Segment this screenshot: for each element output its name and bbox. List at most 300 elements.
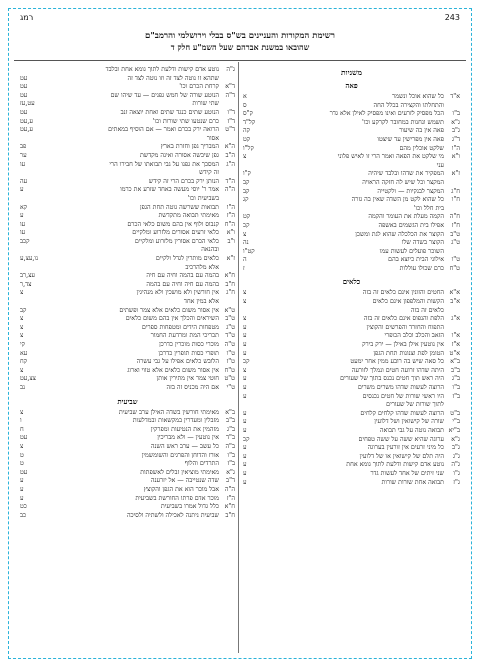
entry-ref <box>219 100 235 109</box>
entry-text: הלובש כלאים אפילו על גבי עשרה <box>136 358 219 366</box>
entry-page: קב <box>243 178 250 186</box>
entry-page: קכ <box>243 358 250 366</box>
index-entry <box>243 375 460 384</box>
entry-ref: ג"א <box>226 468 235 476</box>
entry-text: החטים והזונין אינם כלאים זה בזה <box>362 289 444 297</box>
index-entry <box>243 265 460 274</box>
entry-text: הקוצר בשדה שלו <box>401 239 444 247</box>
entry-ref: ד"ה <box>225 91 235 99</box>
index-entry <box>243 324 460 333</box>
index-entry <box>20 135 235 144</box>
entry-page: קכ <box>243 435 250 443</box>
entry-ref: ו"א <box>226 229 235 237</box>
entry-page: ע <box>20 485 24 493</box>
entry-text: אם היה מכניס זה בזה <box>166 383 219 391</box>
entry-ref: ב"ג <box>451 375 460 383</box>
entry-page: עו <box>20 160 26 168</box>
entry-text: שדה שנטייבה — אל יזרענה <box>150 477 219 485</box>
entry-ref: א"ו <box>451 332 460 340</box>
entry-ref: ח"ג <box>451 187 460 195</box>
index-entry <box>243 479 460 488</box>
index-entry <box>20 324 235 333</box>
entry-ref: ד"א <box>225 83 235 91</box>
entry-text: תבואה אחת שורות שורות <box>381 478 444 486</box>
entry-ref: ב"א <box>225 408 235 416</box>
entry-ref: ה"ח <box>224 220 235 228</box>
entry-page: ע <box>243 409 247 417</box>
entry-page: עט <box>20 434 28 442</box>
entry-page: עא <box>20 349 28 357</box>
entry-ref: ב"ג <box>226 425 235 433</box>
index-entry <box>20 255 235 264</box>
entry-text: הקמה מעלת את העומר והקמה <box>368 213 444 221</box>
entry-page: ע <box>243 323 247 331</box>
entry-ref: ד"ט <box>225 126 235 134</box>
entry-ref: א"ב <box>450 298 460 306</box>
entry-page: ע <box>20 477 24 485</box>
header-rule <box>14 60 466 61</box>
index-entry <box>20 75 235 84</box>
entry-ref: ח"ג <box>226 289 235 297</box>
index-entry <box>20 307 235 316</box>
entry-page <box>243 307 271 316</box>
entry-ref: ב"יא <box>448 426 460 434</box>
entry-ref: א"ג <box>451 315 460 323</box>
entry-page: ז <box>243 264 245 272</box>
entry-page: קל"ו <box>243 144 254 152</box>
entry-page: קכ <box>243 221 250 229</box>
entry-ref: ז"א <box>451 170 460 178</box>
entry-ref <box>444 324 460 333</box>
entry-text: תכריכי המת ומרדעת החמור <box>150 332 219 340</box>
index-entry <box>20 350 235 359</box>
index-entry <box>20 264 235 273</box>
entry-page: צ <box>20 442 24 450</box>
index-entry <box>20 178 235 187</box>
entry-page: ה <box>243 256 247 264</box>
left-column <box>20 66 235 655</box>
index-entry <box>243 358 460 367</box>
entry-ref <box>444 102 460 111</box>
entry-ref: ג"א <box>451 118 460 126</box>
entry-page: קכב <box>20 237 30 245</box>
entry-page: קא <box>20 203 28 211</box>
entry-ref: ט"ו <box>451 256 460 264</box>
entry-ref: ט"ד <box>225 332 235 340</box>
index-entry <box>20 358 235 367</box>
entry-page: צצ,עט <box>20 375 36 383</box>
entry-ref: ה"ה <box>224 186 235 194</box>
right-column <box>243 66 460 655</box>
entry-text: בית חלל וכו' <box>413 204 444 212</box>
entry-text: תבואה נוטה על גבי תבואה <box>379 426 444 434</box>
entry-ref: א"ד <box>450 93 460 100</box>
entry-text: המקצר לבנקיות — ולקטייה <box>377 187 444 195</box>
entry-page: ע <box>243 452 247 460</box>
entry-text: מאימתי חורשין בשדה האילן ערב שביעית <box>118 408 219 416</box>
entry-page: צ <box>243 298 247 306</box>
entry-ref: א"ט <box>449 349 460 357</box>
entry-ref: ג"ה <box>226 66 235 73</box>
entry-page: צ <box>243 289 247 297</box>
right-column-sections <box>243 81 460 487</box>
entry-text: אורז והדוחן והפרגים והשומשמין <box>141 451 219 459</box>
index-entry <box>20 341 235 350</box>
entry-text: המסכך את גפנו על גבי תבואתו של חבירו הרי <box>109 160 219 168</box>
entry-text: לתוך שורות של שעורים <box>386 401 444 409</box>
entry-ref <box>219 135 235 144</box>
entry-ref: ה"ו <box>451 144 460 152</box>
entry-page: ע <box>243 426 247 434</box>
title-line-1: רשימת המקורות והעניינים בש"ס בבלי וירושלמי והרמב"ם <box>145 31 335 41</box>
entry-page: צ <box>243 153 247 161</box>
index-entry <box>243 289 460 298</box>
entry-page: צ <box>20 315 24 323</box>
entry-ref: ג"ה <box>451 461 460 469</box>
entry-page: א <box>243 93 247 100</box>
index-entry <box>20 443 235 452</box>
entry-ref: ו"ב <box>227 237 235 245</box>
index-entry <box>243 470 460 479</box>
entry-text: מאימתי מוציאין זבלים לאשפתות <box>140 468 219 476</box>
index-entry <box>243 196 460 205</box>
entry-text: כרם שנטעו שתי שורות וכו' <box>152 117 219 125</box>
entry-page: עו <box>20 229 26 237</box>
index-entry <box>20 512 235 521</box>
entry-page: ע <box>243 392 247 400</box>
entry-text: אין אסור משום כלאים אלא צמר ופשתים <box>119 306 219 314</box>
index-entry <box>243 384 460 393</box>
entry-page: קי <box>20 341 26 348</box>
entry-page: קל"ד <box>243 118 256 126</box>
entry-ref: ט"ז <box>226 358 235 366</box>
index-entry <box>20 204 235 213</box>
entry-ref: א"ז <box>451 341 460 349</box>
entry-text: המפקיר את שדהו ובלבד שיהיה <box>368 170 444 178</box>
entry-text: אילוני הבית כיוצא בהם <box>388 256 444 264</box>
index-entry <box>20 289 235 298</box>
entry-page: כב <box>20 511 27 519</box>
index-entry <box>243 350 460 359</box>
entry-page: ע <box>243 332 247 340</box>
index-entry <box>243 170 460 179</box>
entry-text: כלאי הכרם אסורין מלזרוע ומלקיים <box>134 237 219 245</box>
entry-page: עו <box>20 220 26 228</box>
entry-text: גפן שיבשה אסורה ואינה מקדשת <box>139 151 219 159</box>
entry-page: ע <box>243 375 247 383</box>
entry-ref: ה"ב <box>225 151 235 159</box>
entry-page: עט <box>20 108 28 116</box>
entry-text: מוכר אדם פרתו החורשת בשביעית <box>135 494 219 502</box>
entry-text: ערוגה שהיא ששה על ששה טפחים <box>358 435 444 443</box>
entry-ref: ה"ז <box>226 212 235 220</box>
entry-text: מזבלין ומעדרין במקשאות ובמדלעות <box>132 417 219 425</box>
index-entry <box>20 332 235 341</box>
entry-page <box>20 135 48 144</box>
index-entry <box>20 126 235 135</box>
index-entry <box>20 367 235 376</box>
entry-text: הלפת והנפוס אינם כלאים זה בזה <box>363 315 444 323</box>
index-entry <box>20 66 235 75</box>
entry-ref: ג"ב <box>451 127 460 135</box>
entry-page: קח <box>20 358 28 366</box>
index-entry <box>243 102 460 111</box>
entry-ref: ג"ז <box>453 478 460 486</box>
index-entry <box>20 503 235 512</box>
entry-text: שתי שורות <box>192 100 219 108</box>
entry-ref <box>219 169 235 178</box>
entry-text: אפילו בית הגשמים באשפה <box>378 221 444 229</box>
index-entry <box>243 401 460 410</box>
index-entry <box>243 153 460 162</box>
index-entry <box>20 477 235 486</box>
entry-text: שתהא זו נוטה לצד זה וזו נוטה לצד זה <box>127 74 219 82</box>
entry-text: שלקט אוכלין מהם <box>399 144 444 152</box>
entry-text: ובהנאה <box>201 246 219 254</box>
entry-text: הזאב והכלב וכלב הכופרי <box>384 332 444 340</box>
entry-ref: ב"א <box>450 358 460 366</box>
entry-page: ע <box>243 384 247 391</box>
left-section-title: שביעית <box>117 396 138 406</box>
index-entry <box>20 109 235 118</box>
entry-text: אסור <box>206 134 219 142</box>
index-entry <box>243 256 460 265</box>
entry-text: אלא במין אחד <box>183 298 219 306</box>
index-entry <box>243 307 460 316</box>
entry-page: עה <box>20 177 28 185</box>
page-title <box>120 31 360 53</box>
entry-page <box>20 264 48 273</box>
entry-page <box>20 66 48 75</box>
entry-ref <box>219 298 235 307</box>
entry-page: עצ,רב <box>20 272 35 280</box>
entry-page: קט <box>243 213 251 221</box>
entry-text: אין חורשין ולא מושכין ולא מנהיגין <box>136 289 219 297</box>
entry-ref: ז"א <box>226 255 235 263</box>
entry-text: אין נוטעין אילן באילן — ירק בירק <box>362 341 444 349</box>
index-entry <box>20 100 235 109</box>
index-entry <box>243 127 460 136</box>
entry-text: אבל מוכר הוא את הגפן והקוצץ <box>143 485 219 493</box>
index-entry <box>20 212 235 221</box>
index-entry <box>243 222 460 231</box>
entry-text: תבואות ששרשה גוטה תחת הגפן <box>140 203 219 211</box>
index-entry <box>20 469 235 478</box>
index-entry <box>20 452 235 461</box>
entry-page: קב <box>20 306 27 314</box>
entry-page: צ <box>243 315 247 323</box>
entry-page: ע <box>20 186 24 194</box>
index-entry <box>20 315 235 324</box>
entry-text: היה תלם של קישואין או של דלועין <box>359 452 444 460</box>
entry-page: צ <box>20 289 24 297</box>
entry-page: צ <box>243 366 247 374</box>
index-entry <box>243 444 460 453</box>
index-entry <box>243 145 460 154</box>
index-entry <box>20 417 235 426</box>
entry-text: כל שהוא לקט מן השדה שאין בה גזרה <box>351 196 444 204</box>
entry-page: צ <box>20 332 24 340</box>
index-entry <box>20 83 235 92</box>
entry-page <box>20 298 48 307</box>
entry-ref: ה"ה <box>224 485 235 493</box>
entry-text: נוטע אדם קישות ודלעת לתוך גומא אחת <box>346 461 444 469</box>
entry-text: תשמש ונחנות במחובר לקרקע וכו' <box>362 118 444 126</box>
entry-page: קט"ו <box>243 247 255 255</box>
entry-page: קה <box>243 127 250 135</box>
entry-ref <box>219 264 235 273</box>
entry-text: עני <box>436 161 444 169</box>
entry-ref: ו"א <box>451 153 460 161</box>
entry-page: פב <box>20 143 27 151</box>
entry-page: קב <box>243 187 250 195</box>
entry-text: המבריך גפן וחזרת בארץ <box>160 143 219 151</box>
entry-text: תופרי כסות תופרין כדרכן <box>158 349 219 357</box>
entry-ref <box>219 246 235 255</box>
entry-ref: ט"ט <box>224 375 235 383</box>
entry-text: כל עשב — ערב ראש השנה <box>150 442 219 450</box>
index-entry <box>243 332 460 341</box>
entry-text: חוטי צמר אין מתירין אותן <box>156 375 219 383</box>
index-entry <box>20 495 235 504</box>
section-title: פאה <box>345 81 358 90</box>
index-entry <box>20 246 235 255</box>
page-number-hebrew: רמג <box>20 13 34 22</box>
entry-page: עט <box>20 468 28 476</box>
column-divider <box>238 62 239 653</box>
index-entry <box>243 179 460 188</box>
entry-text: הקוצר את הכלכלה שהוא לגת ומשכן <box>355 230 444 238</box>
entry-text: היתה שדהו זרועה חטים ונמלך לזורעה <box>351 366 444 374</box>
index-entry <box>20 272 235 281</box>
entry-page: עט <box>20 91 28 99</box>
entry-ref: ד"ו <box>227 108 235 116</box>
entry-page: ע <box>243 444 247 452</box>
entry-ref <box>444 307 460 316</box>
entry-page: ק"ו <box>243 170 251 178</box>
entry-ref: ב"ו <box>227 451 235 459</box>
entry-ref: א"א <box>449 289 460 297</box>
entry-text: כלאי זרעים אסורים מלזרוע ומלקיים <box>132 229 219 237</box>
entry-page: ע <box>20 212 24 220</box>
entry-text: השיראים והכלך אין בהם משום כלאים <box>125 315 219 323</box>
index-entry <box>243 436 460 445</box>
index-entry <box>243 410 460 419</box>
entry-page <box>243 162 271 171</box>
entry-page: ע,עט <box>20 117 33 125</box>
entry-page: צ <box>20 408 24 416</box>
entry-ref: ב"י <box>452 418 460 426</box>
entry-page: כט <box>20 503 27 511</box>
entry-page: ע <box>243 418 247 426</box>
entry-ref: ח"ה <box>449 213 460 221</box>
right-column-heading: משניות <box>341 68 362 77</box>
index-entry <box>243 315 460 324</box>
entry-text: כל סאה שיש בה רובע ממין אחר ימעט <box>350 358 444 366</box>
entry-text: כלל גדול אמרו בשביעית <box>160 503 219 511</box>
entry-ref <box>444 205 460 214</box>
entry-text: בהמה עם בהמה וחיה עם חיה <box>146 272 219 280</box>
entry-ref: ב"ו <box>452 384 460 391</box>
entry-page: ע <box>243 461 247 469</box>
left-column-entries-bottom <box>20 409 235 521</box>
entry-text: היה ראש תוך חטים נכנס בתוך של שעורים <box>340 375 444 383</box>
entry-text: מאימתי תבואה מתקדשת <box>158 212 219 220</box>
entry-text: מזהמין את הנטיעות ומפרקין <box>150 425 219 433</box>
entry-ref <box>219 75 235 84</box>
entry-text: קנבוס ולוף אין בהם משום כלאי הכרם <box>127 220 219 228</box>
index-entry <box>243 136 460 145</box>
entry-ref: ח"ב <box>225 511 235 519</box>
index-entry <box>20 186 235 195</box>
entry-ref: ג"ג <box>452 452 460 460</box>
entry-ref <box>219 195 235 204</box>
index-entry <box>20 195 235 204</box>
entry-text: נוטע אדם קישות ודלעת לתוך גומא אחת ובלבד <box>105 66 219 73</box>
index-entry <box>20 375 235 384</box>
entry-text: הרוצה לעשות שדהו משרים משרים <box>357 384 444 391</box>
index-entry <box>243 239 460 248</box>
entry-ref: ד"ב <box>226 477 235 485</box>
entry-text: הטומן לפת וצנונות תחת הגפן <box>373 349 444 357</box>
entry-text: אמר ר' יוסי מעשה באחד שזרע את כרמו <box>120 186 219 194</box>
entry-ref: ט"ו <box>226 349 235 357</box>
entry-ref: ט"ג <box>451 239 460 247</box>
entry-ref: ח"ו <box>451 196 460 204</box>
index-entry <box>20 298 235 307</box>
entry-ref: ט"ח <box>449 264 460 272</box>
index-entry <box>20 426 235 435</box>
index-entry <box>243 427 460 436</box>
entry-text: הנוטע שורה של חמש גפנים — עד שיהו שם <box>110 91 219 99</box>
index-entry <box>20 409 235 418</box>
index-entry <box>20 143 235 152</box>
entry-text: התפוח והחזרד והפרשים והקוצין <box>366 323 444 331</box>
entry-text: הנוטע שתים כנגד שתים ואחת יוצאה זנב <box>120 108 219 116</box>
entry-text: אין אסור משום כלאים אלא טווי וארוג <box>127 366 219 374</box>
entry-page: קג <box>243 196 249 204</box>
entry-text: השוכר פועלים לעשות עמו <box>379 247 444 255</box>
entry-ref: ט"ג <box>226 323 235 331</box>
title-line-2: שהובאו במשנת אברהם שעל השמ"ע חלק ד <box>170 42 310 52</box>
entry-ref <box>444 179 460 188</box>
entry-page: ח <box>20 425 24 433</box>
page-number: 243 <box>444 13 460 22</box>
entry-page: ט <box>20 460 24 468</box>
index-entry <box>243 110 460 119</box>
index-entry <box>243 453 460 462</box>
entry-text: מטפחות הידים ומטפחות ספרים <box>141 323 219 331</box>
index-entry <box>243 341 460 350</box>
entry-text: זה קידש <box>199 169 219 177</box>
entry-ref: ח"א <box>224 272 235 280</box>
entry-page: ו <box>20 417 22 425</box>
index-entry <box>243 93 460 102</box>
entry-ref: ח"ב <box>225 280 235 288</box>
entry-page: צ <box>20 366 24 374</box>
entry-text: כל מיני זרעים אין זורעין בערוגה <box>367 444 444 452</box>
entry-ref: ה"א <box>224 143 235 151</box>
entry-page: צ <box>243 230 247 238</box>
entry-text: כלאים זה בזה <box>410 306 444 314</box>
entry-page <box>20 169 48 178</box>
entry-text: בשביעית וכו' <box>187 194 219 202</box>
index-entry <box>20 161 235 170</box>
entry-page <box>20 195 48 204</box>
entry-text: פאה אין מפרישין עד שיצטו <box>377 135 444 143</box>
entry-page: ע,עט <box>20 126 33 134</box>
index-entry <box>20 169 235 178</box>
